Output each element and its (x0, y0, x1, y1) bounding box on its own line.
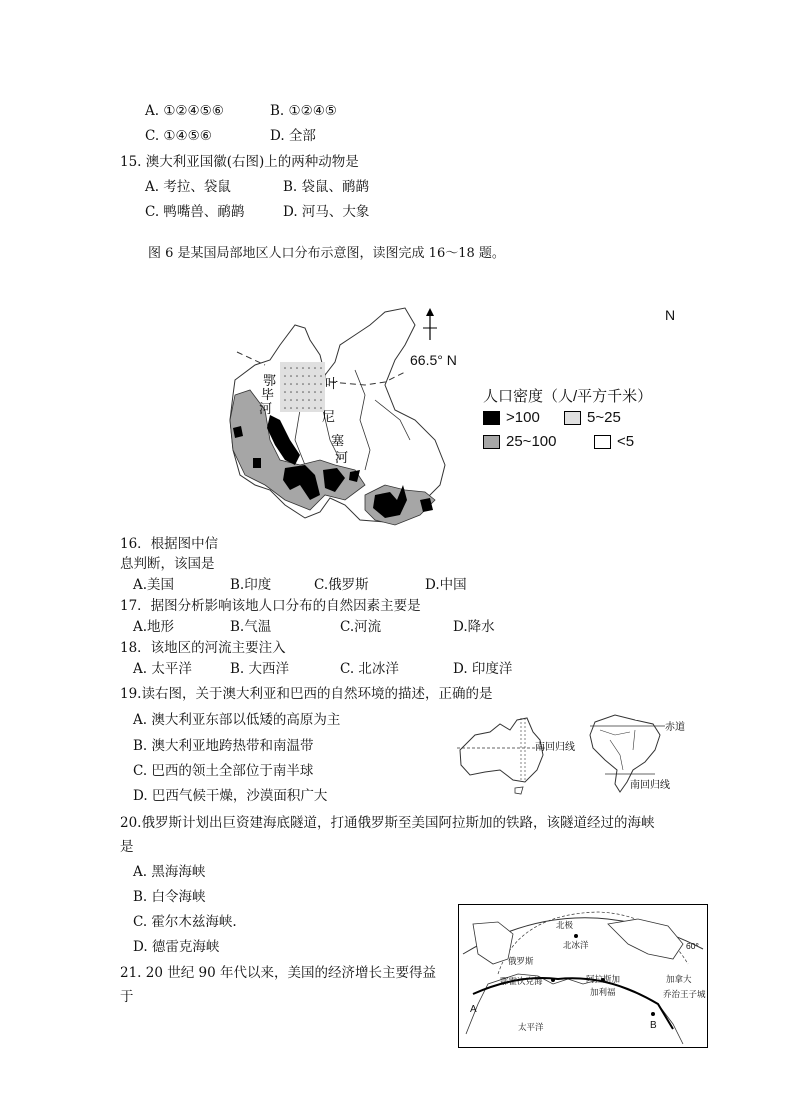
australia-outline (460, 718, 543, 782)
intro-16-18: 图 6 是某国局部地区人口分布示意图，读图完成 16～18 题。 (148, 246, 505, 261)
q20-option-b: B. 白令海峡 (133, 889, 206, 905)
legend-swatch-white (594, 435, 611, 449)
q18-option-d: D. 印度洋 (453, 661, 513, 677)
q20-option-d: D. 德雷克海峡 (133, 939, 220, 955)
q20-stem-line2: 是 (120, 839, 134, 855)
q20-option-c: C. 霍尔木兹海峡. (133, 914, 237, 930)
aus-tropic-label: 南回归线 (535, 742, 575, 753)
q18-option-a: A. 太平洋 (133, 661, 192, 677)
legend-label-25-100: 25~100 (506, 433, 557, 450)
legend-item-25-100 (483, 433, 556, 450)
river-label-yenisei-2: 尼 (322, 410, 336, 425)
brazil-tropic-label: 南回归线 (630, 780, 670, 791)
q15-option-d: D. 河马、大象 (283, 204, 370, 220)
q19-stem: 19.读右图，关于澳大利亚和巴西的自然环境的描述，正确的是 (120, 686, 493, 702)
population-density-map (225, 300, 475, 540)
q18-option-b: B. 大西洋 (230, 661, 290, 677)
map-label-alaska: 阿拉斯加 (586, 974, 621, 984)
q16-option-a: A.美国 (133, 577, 175, 593)
legend-title: 人口密度（人/平方千米） (483, 388, 653, 405)
map-label-arctic-ocean: 北冰洋 (563, 940, 589, 950)
q19-option-a: A. 澳大利亚东部以低矮的高原为主 (133, 712, 341, 728)
map-label-okhotsk: 鄂霍次克海 (500, 976, 543, 986)
q17-option-b: B.气温 (230, 619, 272, 635)
q14-option-b: B. ①②④⑤ (270, 103, 337, 119)
q21-stem-line2: 于 (120, 989, 134, 1005)
q17-option-c: C.河流 (340, 619, 382, 635)
map-label-california: 加利福 (590, 987, 616, 997)
legend-swatch-dotted (564, 411, 581, 425)
q16-stem-line1: 16．根据图中信 (120, 536, 219, 552)
map-label-a: A (470, 1004, 477, 1015)
q19-option-b: B. 澳大利亚地跨热带和南温带 (133, 738, 314, 754)
q19-option-c: C. 巴西的领土全部位于南半球 (133, 763, 314, 779)
river-label-yenisei-1: 叶 (325, 377, 339, 392)
legend-item-5-25 (564, 409, 621, 426)
river-label-yenisei-3: 塞 (331, 434, 345, 449)
map-label-canada: 加拿大 (666, 974, 692, 984)
legend-item-gt100 (483, 409, 540, 426)
bering-tunnel-map (458, 904, 708, 1048)
q14-option-d: D. 全部 (270, 128, 316, 144)
q19-option-d: D. 巴西气候干燥，沙漠面积广大 (133, 788, 328, 804)
north-label: N (665, 307, 676, 323)
q16-option-d: D.中国 (425, 577, 467, 593)
q18-stem: 18．该地区的河流主要注入 (120, 640, 286, 656)
q17-option-a: A.地形 (133, 619, 175, 635)
map-label-prince-george: 乔治王子城 (663, 989, 706, 999)
q14-option-c: C. ①④⑤⑥ (145, 128, 212, 144)
river-label-ob-2: 毕 (261, 388, 275, 403)
legend-label-lt5: <5 (617, 433, 635, 450)
q20-option-a: A. 黑海海峡 (133, 864, 206, 880)
map-label-russia: 俄罗斯 (508, 956, 534, 966)
brazil-equator-label: 赤道 (665, 722, 685, 733)
map-label-north-pole: 北极 (556, 920, 574, 930)
australia-brazil-map (455, 710, 705, 800)
q15-option-a: A. 考拉、袋鼠 (145, 179, 231, 195)
legend-swatch-gray (483, 435, 500, 449)
q21-stem-line1: 21. 20 世纪 90 年代以来，美国的经济增长主要得益 (120, 965, 436, 981)
q16-option-b: B.印度 (230, 577, 272, 593)
legend-label-gt100: >100 (506, 409, 540, 426)
legend-swatch-black (483, 411, 500, 425)
q16-option-c: C.俄罗斯 (314, 577, 369, 593)
legend-item-lt5 (594, 433, 634, 450)
map-label-pacific: 太平洋 (518, 1022, 544, 1032)
legend-label-5-25: 5~25 (587, 409, 621, 426)
q15-option-b: B. 袋鼠、鸸鹋 (283, 179, 370, 195)
river-label-ob-1: 鄂 (263, 374, 277, 389)
q14-option-a: A. ①②④⑤⑥ (145, 103, 224, 119)
q17-stem: 17．据图分析影响该地人口分布的自然因素主要是 (120, 598, 421, 614)
map-label-60deg: 60° (686, 941, 699, 951)
map-label-b: B (650, 1020, 657, 1031)
q18-option-c: C. 北冰洋 (340, 661, 399, 677)
river-label-yenisei-4: 河 (335, 451, 349, 466)
q15-stem: 15. 澳大利亚国徽(右图)上的两种动物是 (120, 154, 359, 170)
q20-stem-line1: 20.俄罗斯计划出巨资建海底隧道，打通俄罗斯至美国阿拉斯加的铁路，该隧道经过的海峡 (120, 815, 655, 831)
q17-option-d: D.降水 (453, 619, 495, 635)
river-label-ob-3: 河 (259, 402, 273, 417)
q16-stem-line2: 息判断，该国是 (120, 556, 215, 572)
latitude-label: 66.5° N (410, 352, 457, 368)
q15-option-c: C. 鸭嘴兽、鸸鹋 (145, 204, 245, 220)
